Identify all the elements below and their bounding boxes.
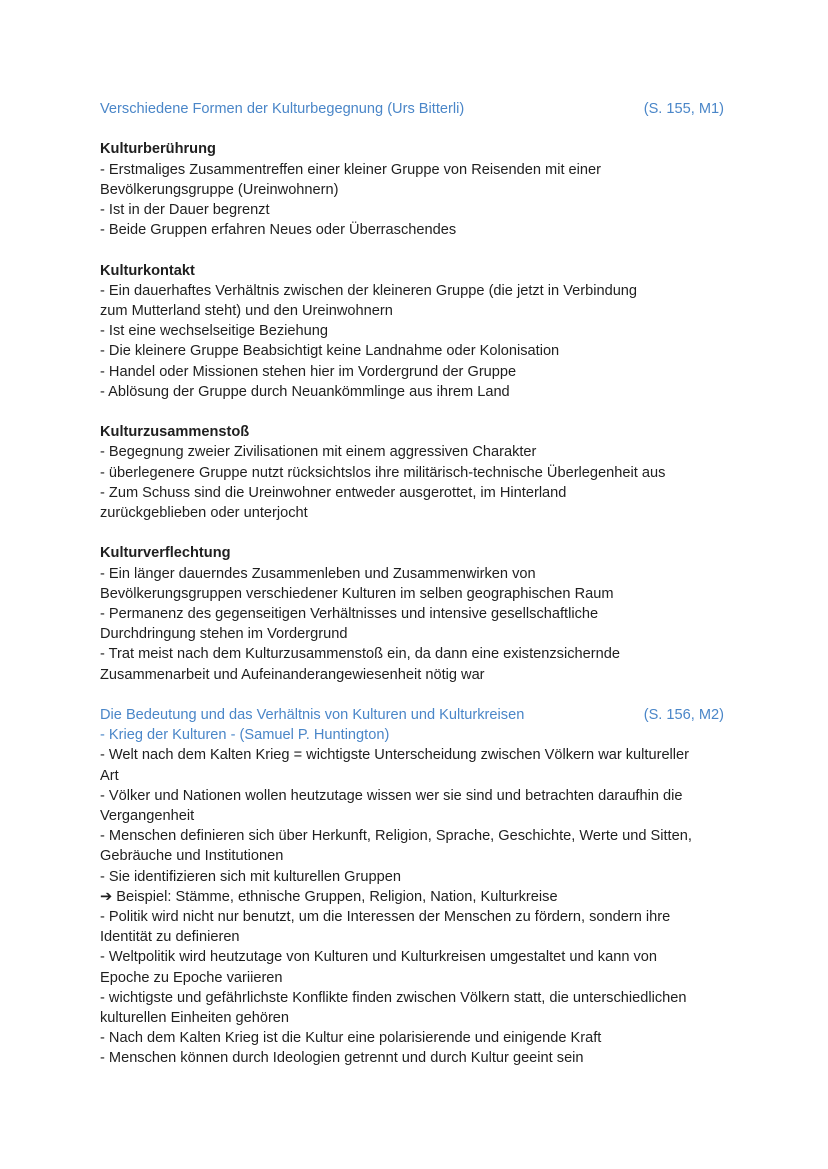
text-line: - Menschen können durch Ideologien getrennt und durch Kultur geeint sein <box>100 1050 584 1067</box>
text-line: Bevölkerungsgruppen verschiedener Kulturen im selben geographischen Raum <box>100 585 614 602</box>
text-line: - Beide Gruppen erfahren Neues oder Überraschendes <box>100 222 457 239</box>
text-line: Identität zu definieren <box>100 929 240 946</box>
text-line: Vergangenheit <box>100 808 195 825</box>
example-line: ➔ Beispiel: Stämme, ethnische Gruppen, Religion, Nation, Kulturkreise <box>100 888 558 905</box>
section-heading-kulturkreise <box>100 705 728 725</box>
section-heading-kulturbegegnung <box>100 99 728 119</box>
text-line: Bevölkerungsgruppe (Ureinwohnern) <box>100 181 339 198</box>
text-line: - Zum Schuss sind die Ureinwohner entweder ausgerottet, im Hinterland <box>100 484 567 501</box>
text-line: Gebräuche und Institutionen <box>100 848 284 865</box>
heading-subtitle: - Krieg der Kulturen - (Samuel P. Huntington) <box>100 727 390 744</box>
text-line: Epoche zu Epoche variieren <box>100 969 283 986</box>
subheading-kulturzusammenstoss: Kulturzusammenstoß <box>100 424 250 441</box>
text-line: zum Mutterland steht) und den Ureinwohnern <box>100 303 393 319</box>
block-huntington <box>100 745 728 1068</box>
text-line: - Sie identifizieren sich mit kulturellen Gruppen <box>100 868 401 885</box>
text-line: - Weltpolitik wird heutzutage von Kulturen und Kulturkreisen umgestaltet und kann von <box>100 949 658 966</box>
text-line: - Ist in der Dauer begrenzt <box>100 202 270 218</box>
text-line: kulturellen Einheiten gehören <box>100 1010 290 1027</box>
block-kulturberuehrung <box>100 139 728 240</box>
text-line: - Menschen definieren sich über Herkunft, Religion, Sprache, Geschichte, Werte und Sitten, <box>100 828 692 845</box>
heading-page-reference: (S. 156, M2) <box>643 707 724 724</box>
text-line: - Permanenz des gegenseitigen Verhältnisses und intensive gesellschaftliche <box>100 606 599 623</box>
text-line: Zusammenarbeit und Aufeinanderangewiesenheit nötig war <box>100 666 485 683</box>
text-line: - Erstmaliges Zusammentreffen einer kleiner Gruppe von Reisenden mit einer <box>100 161 602 178</box>
text-line: - Ein dauerhaftes Verhältnis zwischen der kleineren Gruppe (die jetzt in Verbindung <box>100 282 638 299</box>
text-line: - überlegenere Gruppe nutzt rücksichtslos ihre militärisch-technische Überlegenheit aus <box>100 464 666 481</box>
heading-title: Verschiedene Formen der Kulturbegegnung (Urs Bitterli) <box>100 101 465 117</box>
text-line: - Völker und Nationen wollen heutzutage wissen wer sie sind und betrachten daraufhin die <box>100 787 683 804</box>
text-line: - Welt nach dem Kalten Krieg = wichtigste Unterscheidung zwischen Völkern war kultureller <box>100 747 690 764</box>
text-line: Durchdringung stehen im Vordergrund <box>100 626 348 643</box>
text-line: - wichtigste und gefährlichste Konflikte finden zwischen Völkern statt, die unterschiedlichen <box>100 989 687 1006</box>
subheading-kulturberuehrung: Kulturberührung <box>100 141 216 158</box>
text-line: - Trat meist nach dem Kulturzusammenstoß ein, da dann eine existenzsichernde <box>100 646 620 663</box>
block-kulturzusammenstoss <box>100 422 728 523</box>
text-line: - Nach dem Kalten Krieg ist die Kultur eine polarisierende und einigende Kraft <box>100 1030 602 1047</box>
text-line: - Ein länger dauerndes Zusammenleben und Zusammenwirken von <box>100 565 536 582</box>
heading-page-reference: (S. 155, M1) <box>643 101 724 117</box>
block-kulturkontakt <box>100 261 728 402</box>
heading-title: Die Bedeutung und das Verhältnis von Kulturen und Kulturkreisen <box>100 707 525 724</box>
text-line: - Begegnung zweier Zivilisationen mit einem aggressiven Charakter <box>100 444 537 461</box>
text-line: Art <box>100 767 119 784</box>
text-line: - Ablösung der Gruppe durch Neuankömmlinge aus ihrem Land <box>100 383 510 400</box>
text-line: zurückgeblieben oder unterjocht <box>100 505 308 522</box>
text-line: - Die kleinere Gruppe Beabsichtigt keine Landnahme oder Kolonisation <box>100 343 560 360</box>
text-line: - Politik wird nicht nur benutzt, um die Interessen der Menschen zu fördern, sondern ihre <box>100 909 671 926</box>
subheading-kulturverflechtung: Kulturverflechtung <box>100 545 231 562</box>
document-page <box>100 99 728 1069</box>
subheading-kulturkontakt: Kulturkontakt <box>100 262 195 279</box>
block-kulturverflechtung <box>100 543 728 684</box>
text-line: - Ist eine wechselseitige Beziehung <box>100 323 328 340</box>
text-line: - Handel oder Missionen stehen hier im Vordergrund der Gruppe <box>100 363 517 380</box>
